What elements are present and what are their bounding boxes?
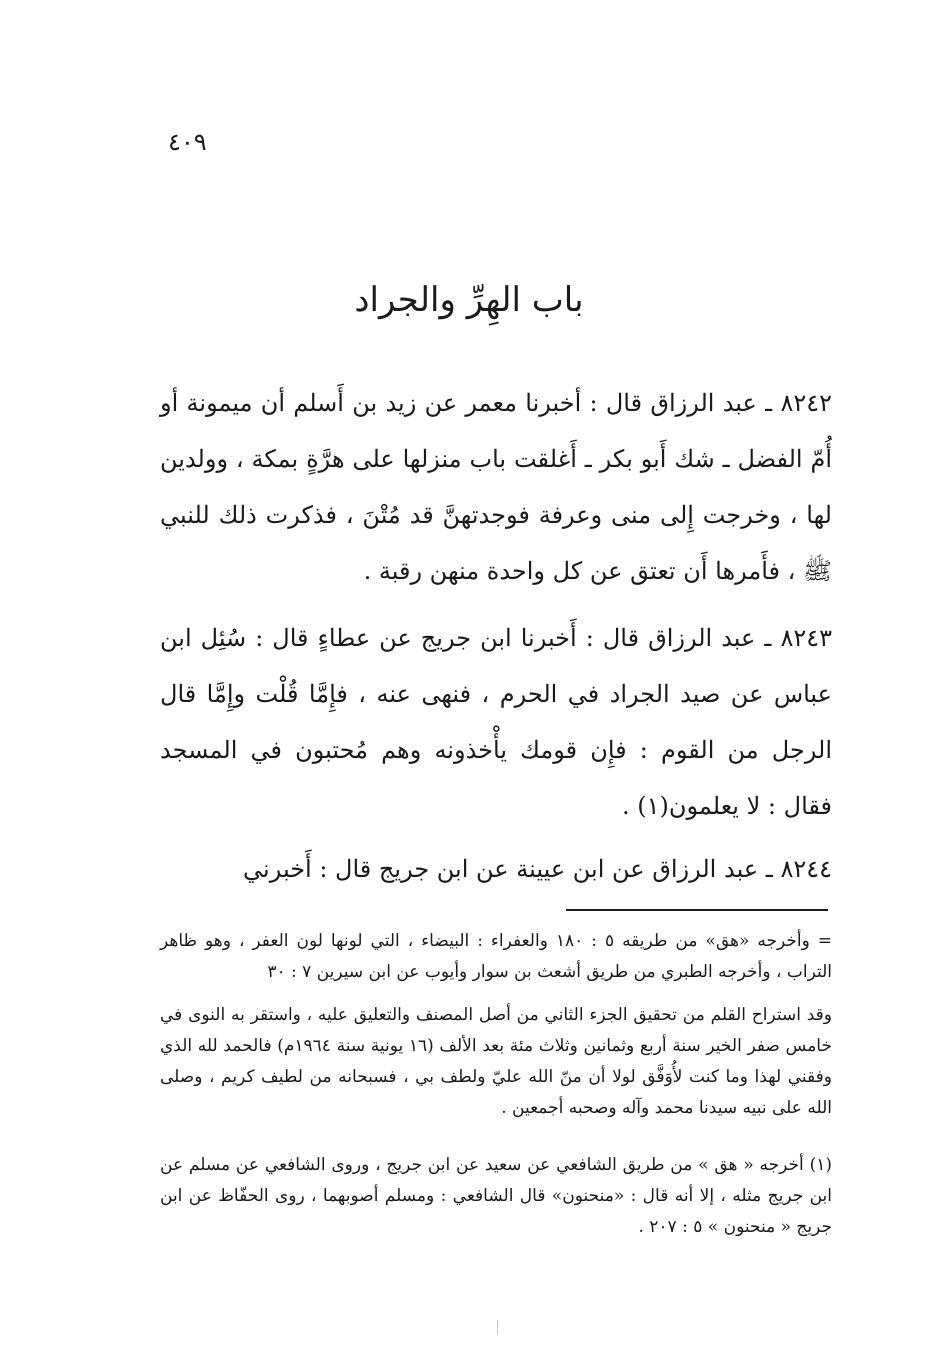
hadith-8244 xyxy=(160,841,832,897)
hadith-text: ٨٢٤٤ ـ عبد الرزاق عن ابن عيينة عن ابن جريج قال : أَخبرني xyxy=(243,855,832,883)
page-scan-mark xyxy=(497,1320,498,1334)
hadith-text: ٨٢٤٢ ـ عبد الرزاق قال : أخبرنا معمر عن زيد بن أَسلم أن ميمونة أو أُمّ الفضل ـ شك أَبو بكر ـ أَغلقت باب منزلها على هرَّةٍ بمكة ، وولدين لها ، وخرجت إِلى منى وعرفة فوجدتهنَّ قد مُتْنَ ، فذكرت ذلك للنبي ﷺ ، فأَمرها أَن تعتق عن كل واحدة منهن رقبة . xyxy=(160,389,832,585)
footnote-continuation xyxy=(160,926,832,988)
footnote-1 xyxy=(160,1150,832,1243)
hadith-8242 xyxy=(160,375,832,599)
chapter-title: باب الهِرِّ والجراد xyxy=(354,280,584,320)
footnote-text: وقد استراح القلم من تحقيق الجزء الثاني من أصل المصنف والتعليق عليه ، واستقر به النوى في خامس صفر الخير سنة أربع وثمانين وثلاث مئة بعد الألف (١٦ يونية سنة ١٩٦٤م) فالحمد لله الذي وفقني لهذا وما كنت لأُوَفَّق لولا أن منّ الله عليّ ولطف بي ، فسبحانه من لطيف كريم ، وصلى الله على نبيه سيدنا محمد وآله وصحبه أجمعين . xyxy=(160,1005,832,1118)
footnote-text: (١) أخرجه « هق » من طريق الشافعي عن سعيد عن ابن جريج ، وروى الشافعي عن مسلم عن ابن جريج مثله ، إلا أنه قال : «منحنون» قال الشافعي : ومسلم أصوبهما ، روى الحفّاظ عن ابن جريج « منحنون » ٥ : ٢٠٧ . xyxy=(160,1155,832,1237)
hadith-8243 xyxy=(160,610,832,834)
footnote-closing-note xyxy=(160,1000,832,1124)
hadith-text: ٨٢٤٣ ـ عبد الرزاق قال : أَخبرنا ابن جريج عن عطاءٍ قال : سُئِل ابن عباس عن صيد الجراد في الحرم ، فنهى عنه ، فإِمَّا قُلْت وإِمَّا قال الرجل من القوم : فإِن قومك يأْخذونه وهم مُحتبون في المسجد فقال : لا يعلمون(١) . xyxy=(160,624,832,820)
footnote-divider xyxy=(566,909,828,911)
footnote-text: = وأخرجه «هق» من طريقه ٥ : ١٨٠ والعفراء : البيضاء ، التي لونها لون العفر ، وهو ظاهر التراب ، وأخرجه الطبري من طريق أشعث بن سوار وأيوب عن ابن سيرين ٧ : ٣٠ xyxy=(160,931,832,982)
page-number: ٤٠٩ xyxy=(168,128,207,156)
